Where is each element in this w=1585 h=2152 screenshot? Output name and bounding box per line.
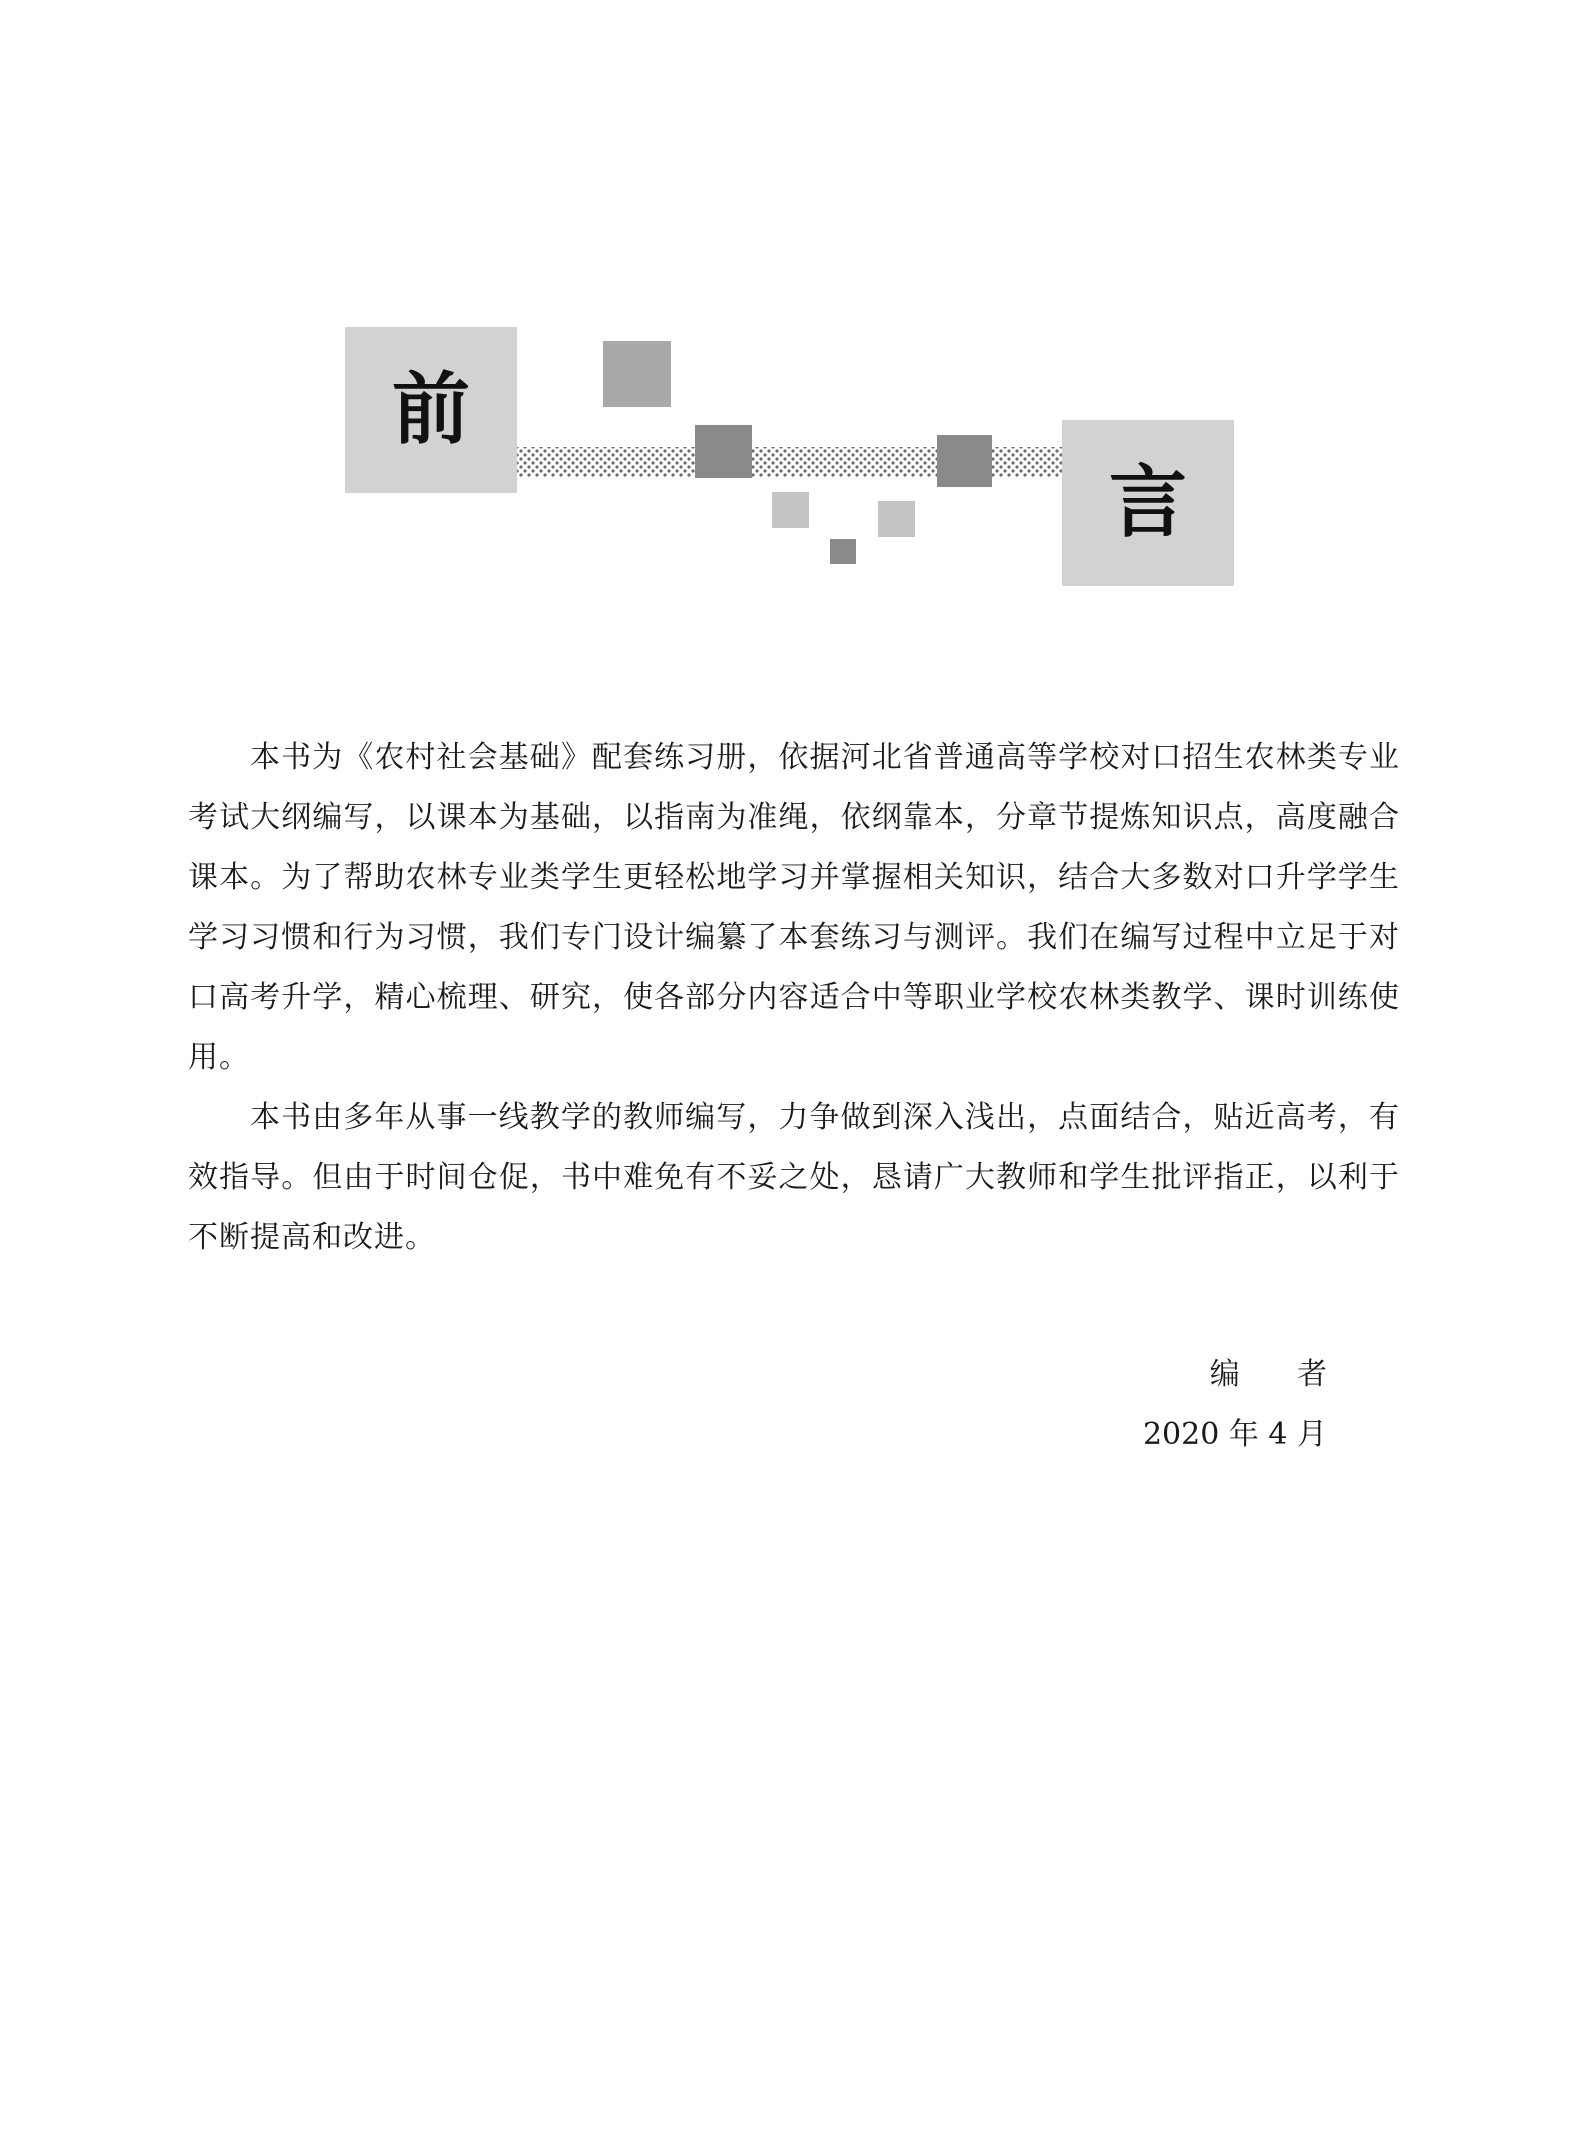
preface-body [188,728,1400,1268]
title-box-left [345,327,517,493]
decor-square [695,425,752,478]
paragraph: 本书由多年从事一线教学的教师编写，力争做到深入浅出，点面结合，贴近高考，有效指导。但由于时间仓促，书中难免有不妥之处，恳请广大教师和学生批评指正，以利于不断提高和改进。 [188,1100,1400,1255]
decor-square [878,501,915,537]
title-char-qian: 前 [391,365,470,455]
decor-square [937,435,992,487]
title-box-right [1062,420,1234,586]
title-char-yan: 言 [1108,458,1187,548]
decor-square [603,341,671,407]
signature-date: 2020 年 4 月 [1142,1417,1327,1452]
preface-title-decoration [0,0,1585,620]
decor-square [772,492,809,528]
signature-author: 编 者 [1209,1357,1327,1392]
decor-square [830,539,856,564]
paragraph: 本书为《农村社会基础》配套练习册，依据河北省普通高等学校对口招生农林类专业考试大纲编写，以课本为基础，以指南为准绳，依纲靠本，分章节提炼知识点，高度融合课本。为了帮助农林专业类学生更轻松地学习并掌握相关知识，结合大多数对口升学学生学习习惯和行为习惯，我们专门设计编纂了本套练习与测评。我们在编写过程中立足于对口高考升学，精心梳理、研究，使各部分内容适合中等职业学校农林类教学、课时训练使用。 [188,740,1400,1075]
